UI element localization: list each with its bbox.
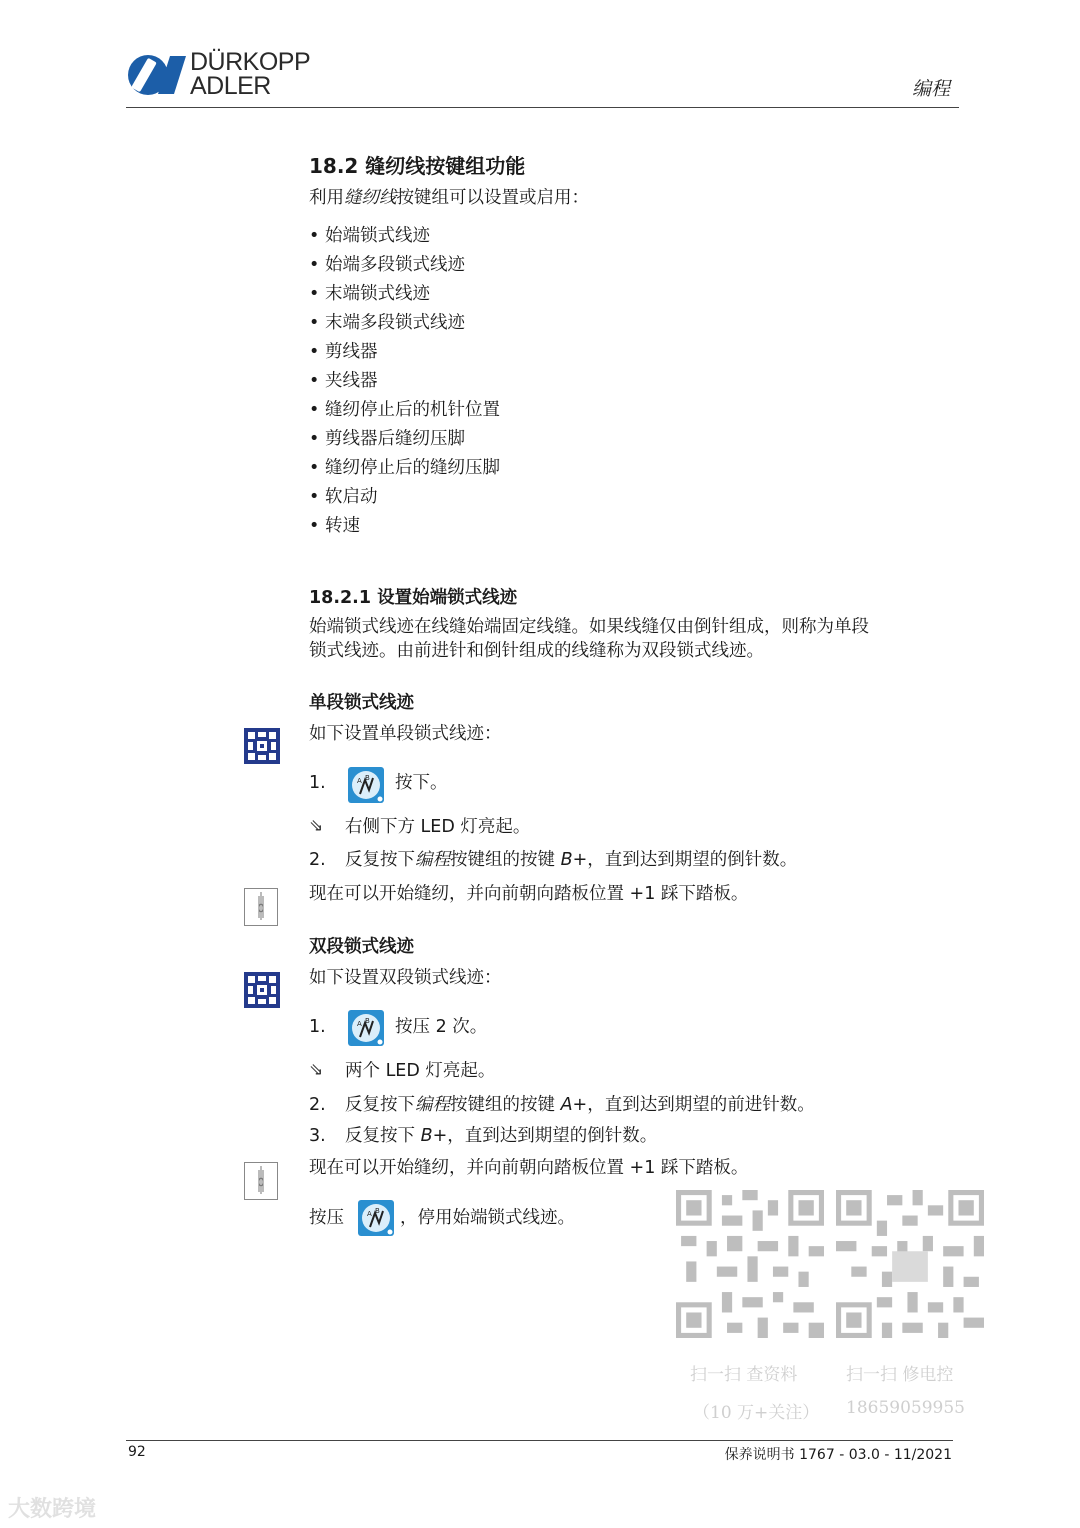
svg-text:A: A <box>357 777 362 785</box>
svg-text:B: B <box>375 1207 380 1215</box>
chapter-title: 编程 <box>912 78 951 100</box>
list-item: • 夹线器 <box>309 367 500 396</box>
double-step1-number: 1. <box>309 1017 326 1037</box>
sewing-needle-icon <box>244 1162 278 1200</box>
list-item: • 始端锁式线迹 <box>309 222 500 251</box>
disable-suffix: ，停用始端锁式线迹。 <box>400 1208 575 1228</box>
brand-line-2: ADLER <box>190 72 271 100</box>
single-result-text: 右侧下方 LED 灯亮起。 <box>345 817 531 837</box>
initial-tack-key-icon <box>357 1199 395 1237</box>
list-item: • 末端锁式线迹 <box>309 280 500 309</box>
subsection-para-line-1: 始端锁式线迹在线缝始端固定线缝。如果线缝仅由倒针组成，则称为单段 <box>309 617 869 637</box>
qr-code-icon <box>836 1190 984 1338</box>
list-item: • 缝纫停止后的机针位置 <box>309 396 500 425</box>
single-step2-text: 反复按下编程按键组的按键 B+，直到达到期望的倒针数。 <box>345 850 798 870</box>
list-item: • 剪线器后缝纫压脚 <box>309 425 500 454</box>
single-sew-note: 现在可以开始缝纫，并向前朝向踏板位置 +1 踩下踏板。 <box>309 884 749 904</box>
double-step1-text: 按压 2 次。 <box>395 1017 488 1037</box>
double-result-text: 两个 LED 灯亮起。 <box>345 1061 496 1081</box>
corner-watermark: 大数跨境 <box>8 1497 97 1522</box>
page-number: 92 <box>128 1444 146 1460</box>
header-rule <box>126 107 959 108</box>
double-sew-note: 现在可以开始缝纫，并向前朝向踏板位置 +1 踩下踏板。 <box>309 1158 749 1178</box>
list-item: • 缝纫停止后的缝纫压脚 <box>309 454 500 483</box>
sewing-needle-icon <box>244 888 278 926</box>
double-step3-text: 反复按下 B+，直到达到期望的倒针数。 <box>345 1126 658 1146</box>
svg-text:B: B <box>365 774 370 782</box>
single-tack-heading: 单段锁式线迹 <box>309 693 414 713</box>
document-reference: 保养说明书 1767 - 03.0 - 11/2021 <box>724 1447 952 1463</box>
section-title: 18.2 缝纫线按键组功能 <box>309 154 526 178</box>
footer-rule <box>126 1440 953 1441</box>
list-item: • 软启动 <box>309 483 500 512</box>
qr1-caption-line-2: （10 万+关注） <box>693 1403 820 1423</box>
qr2-caption-line-2: 18659059955 <box>846 1398 965 1418</box>
list-item: • 末端多段锁式线迹 <box>309 309 500 338</box>
qr2-caption-line-1: 扫一扫 修电控 <box>846 1365 954 1385</box>
single-intro: 如下设置单段锁式线迹： <box>309 724 502 744</box>
double-step2-text: 反复按下编程按键组的按键 A+，直到达到期望的前进针数。 <box>345 1095 815 1115</box>
initial-tack-key-icon <box>347 766 385 804</box>
svg-text:A: A <box>357 1020 362 1028</box>
control-panel-icon <box>244 728 280 764</box>
subsection-para-line-2: 锁式线迹。由前进针和倒针组成的线缝称为双段锁式线迹。 <box>309 641 764 661</box>
double-step3-number: 3. <box>309 1126 326 1146</box>
initial-tack-key-icon <box>347 1009 385 1047</box>
brand-line-1: DÜRKOPP <box>190 48 311 76</box>
single-step1-number: 1. <box>309 773 326 793</box>
svg-text:B: B <box>365 1017 370 1025</box>
section-intro: 利用缝纫线按键组可以设置或启用： <box>309 188 589 208</box>
list-item: • 转速 <box>309 512 500 541</box>
double-tack-heading: 双段锁式线迹 <box>309 937 414 957</box>
svg-text:A: A <box>367 1210 372 1218</box>
double-step2-number: 2. <box>309 1095 326 1115</box>
result-arrow-icon: ⇘ <box>309 816 324 836</box>
qr1-caption-line-1: 扫一扫 查资料 <box>690 1365 798 1385</box>
single-step1-text: 按下。 <box>395 773 448 793</box>
list-item: • 剪线器 <box>309 338 500 367</box>
result-arrow-icon: ⇘ <box>309 1060 324 1080</box>
single-step2-number: 2. <box>309 850 326 870</box>
feature-list <box>309 222 500 541</box>
duerkopp-adler-logo-icon <box>126 52 188 98</box>
qr-code-icon <box>676 1190 824 1338</box>
brand-name <box>190 50 310 98</box>
double-intro: 如下设置双段锁式线迹： <box>309 968 502 988</box>
subsection-title: 18.2.1 设置始端锁式线迹 <box>309 588 518 608</box>
disable-prefix: 按压 <box>309 1208 344 1228</box>
control-panel-icon <box>244 972 280 1008</box>
list-item: • 始端多段锁式线迹 <box>309 251 500 280</box>
